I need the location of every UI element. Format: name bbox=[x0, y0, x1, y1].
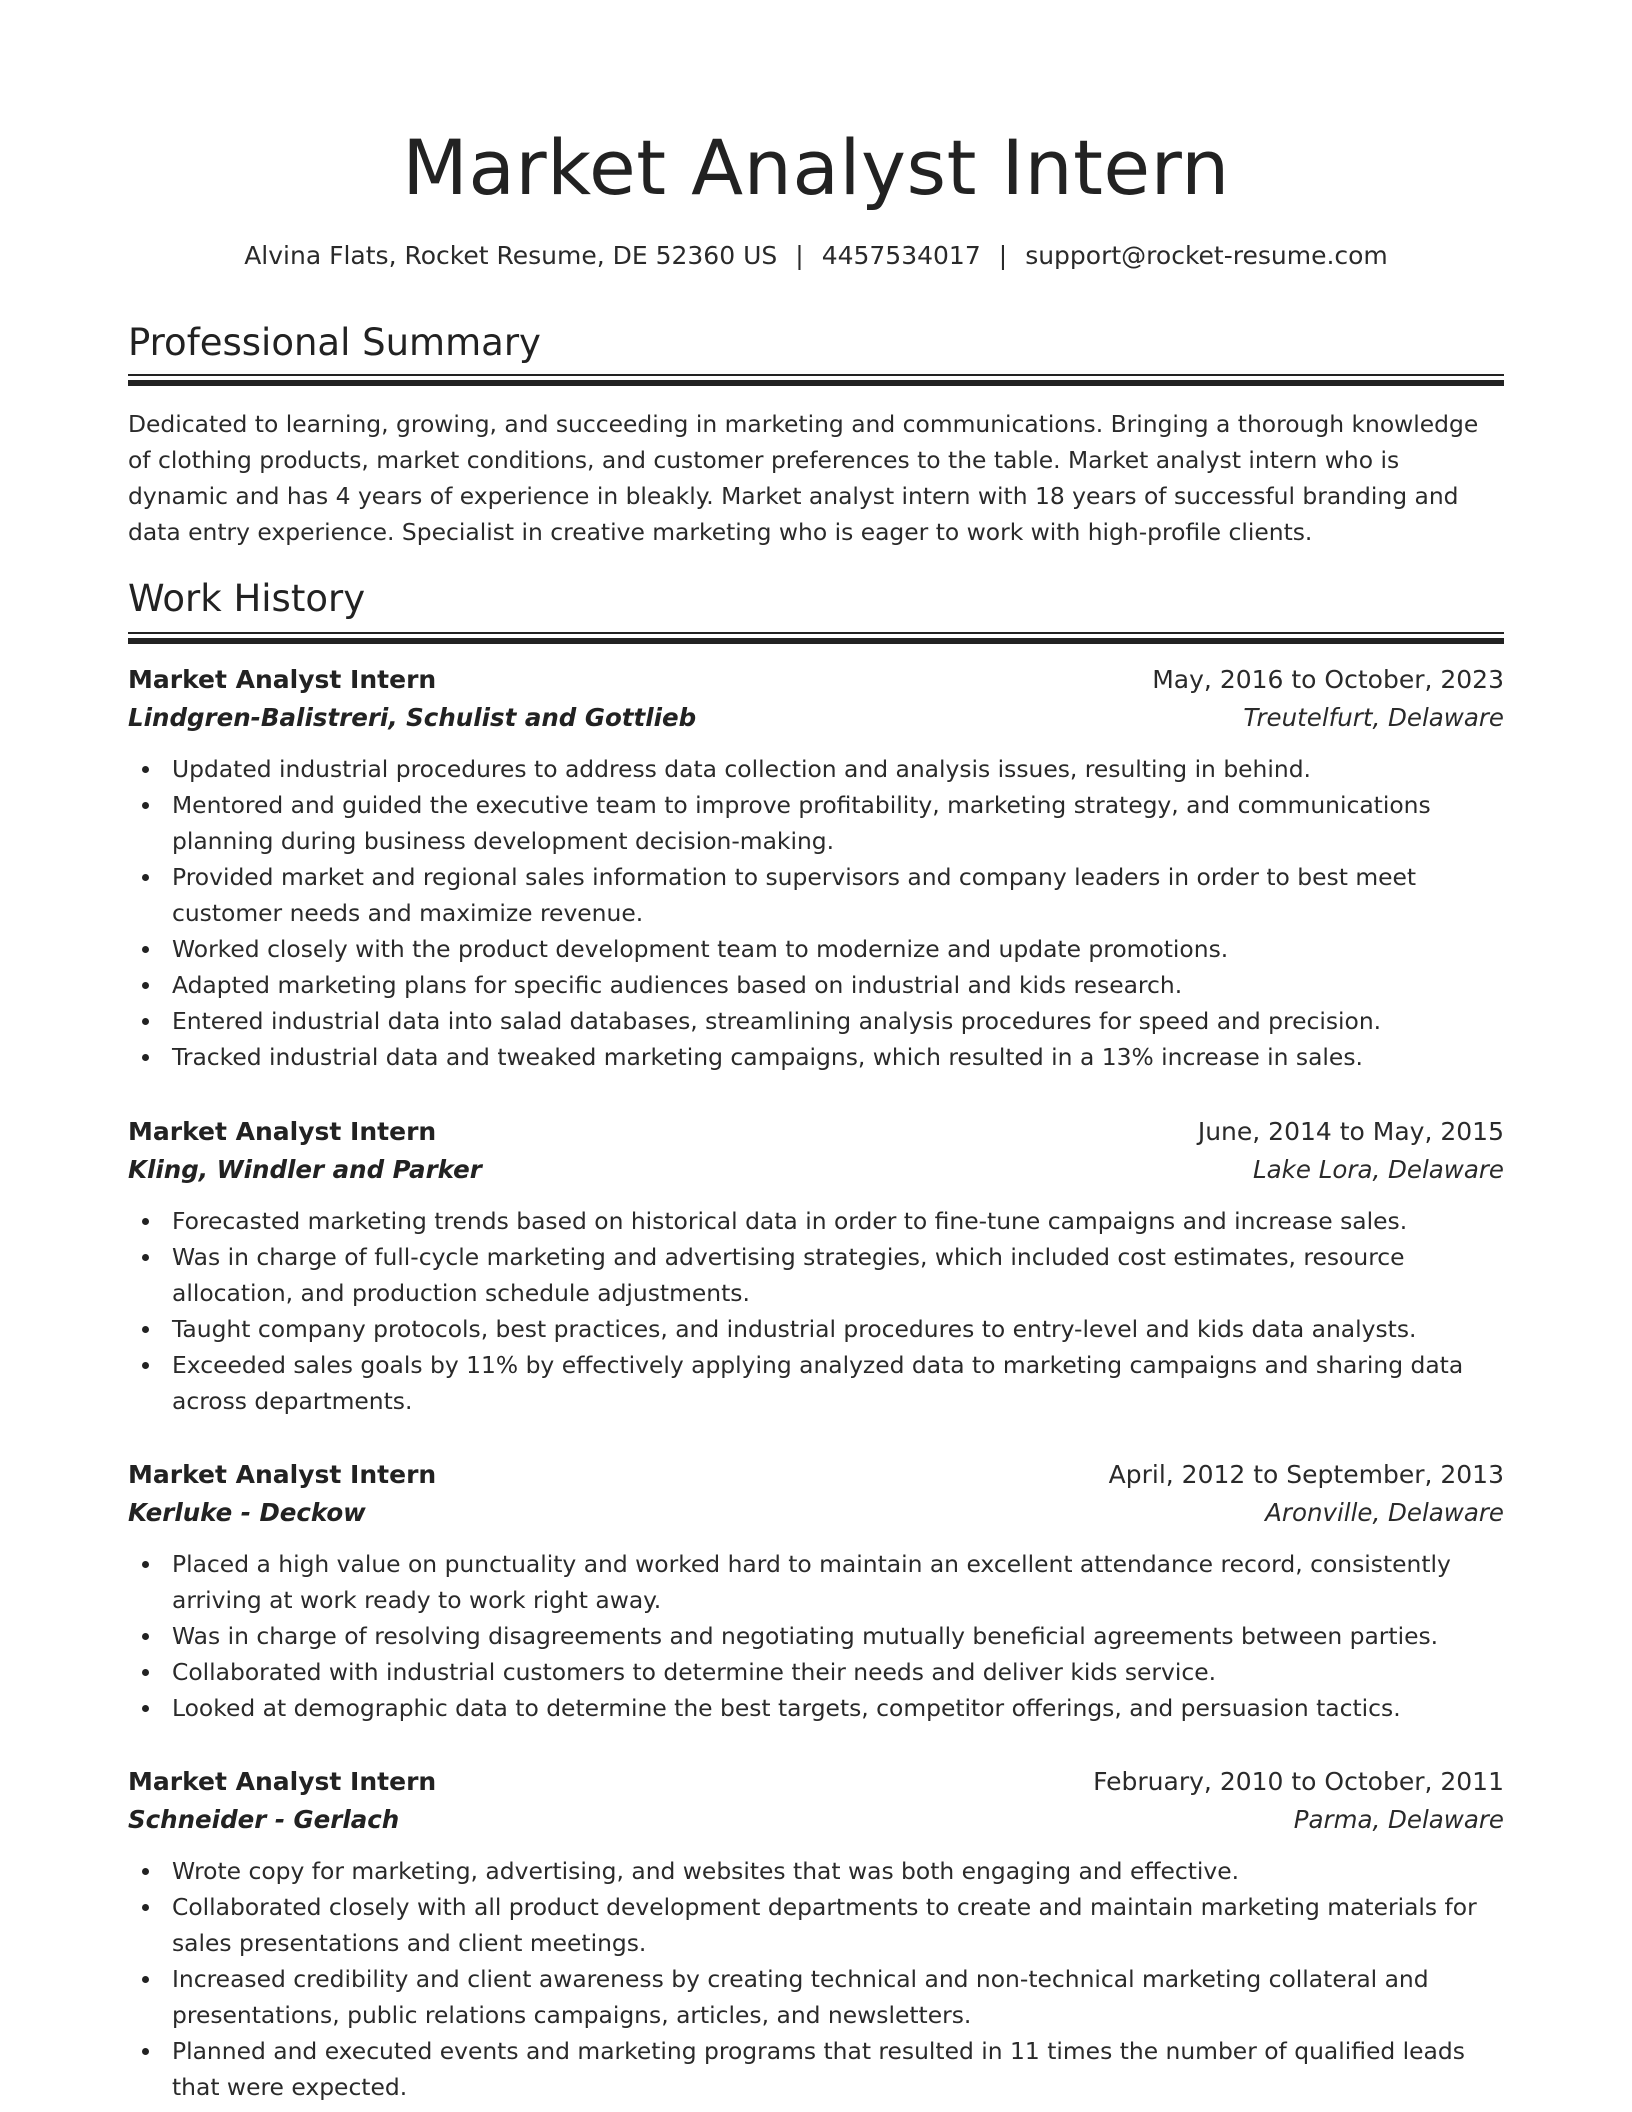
job-bullet-list bbox=[128, 1203, 1504, 1419]
job-dates: February, 2010 to October, 2011 bbox=[1093, 1767, 1504, 1796]
summary-heading: Professional Summary bbox=[128, 321, 541, 364]
job-bullet: Was in charge of full-cycle marketing and advertising strategies, which included cost estimates, resource allocation, and production schedule adjustments. bbox=[128, 1239, 1504, 1311]
job-entry bbox=[128, 1763, 1504, 2105]
job-title: Market Analyst Intern bbox=[128, 1117, 437, 1146]
job-title: Market Analyst Intern bbox=[128, 1767, 437, 1796]
job-entry bbox=[128, 661, 1504, 1075]
contact-separator: | bbox=[998, 241, 1008, 270]
job-subheader-row bbox=[128, 699, 1504, 737]
job-dates: May, 2016 to October, 2023 bbox=[1152, 665, 1504, 694]
job-company: Schneider - Gerlach bbox=[128, 1805, 400, 1834]
section-divider bbox=[128, 374, 1504, 384]
job-bullet: Wrote copy for marketing, advertising, and websites that was both engaging and effective. bbox=[128, 1853, 1504, 1889]
contact-email[interactable]: support@rocket-resume.com bbox=[1025, 241, 1388, 270]
job-bullet-list bbox=[128, 1853, 1504, 2105]
job-company: Kling, Windler and Parker bbox=[128, 1155, 482, 1184]
job-dates: June, 2014 to May, 2015 bbox=[1197, 1117, 1504, 1146]
job-header-row bbox=[128, 1113, 1504, 1151]
job-company: Lindgren-Balistreri, Schulist and Gottlieb bbox=[128, 703, 697, 732]
job-bullet-list bbox=[128, 751, 1504, 1075]
job-subheader-row bbox=[128, 1494, 1504, 1532]
job-bullet: Exceeded sales goals by 11% by effectively applying analyzed data to marketing campaigns and sharing data across departments. bbox=[128, 1347, 1504, 1419]
job-bullet: Mentored and guided the executive team to improve profitability, marketing strategy, and communications planning during business development decision-making. bbox=[128, 787, 1504, 859]
job-entry bbox=[128, 1113, 1504, 1419]
job-header-row bbox=[128, 1456, 1504, 1494]
job-subheader-row bbox=[128, 1151, 1504, 1189]
job-bullet: Placed a high value on punctuality and worked hard to maintain an excellent attendance record, consistently arriving at work ready to work right away. bbox=[128, 1546, 1504, 1618]
work-history-heading: Work History bbox=[128, 577, 366, 620]
job-location: Aronville, Delaware bbox=[1265, 1498, 1504, 1527]
job-subheader-row bbox=[128, 1801, 1504, 1839]
job-bullet: Planned and executed events and marketing programs that resulted in 11 times the number of qualified leads that were expected. bbox=[128, 2033, 1504, 2105]
summary-text: Dedicated to learning, growing, and succeeding in marketing and communications. Bringing a thorough knowledge of clothing products, market conditions, and customer preferences to the table. Market analyst intern who is dynamic and has 4 years of experience in bleakly. Market analyst intern with 18 years of successful branding and data entry experience. Specialist in creative marketing who is eager to work with high-profile clients. bbox=[128, 410, 1479, 546]
job-bullet: Updated industrial procedures to address data collection and analysis issues, resulting in behind. bbox=[128, 751, 1504, 787]
job-entry bbox=[128, 1456, 1504, 1726]
job-company: Kerluke - Deckow bbox=[128, 1498, 366, 1527]
contact-address: Alvina Flats, Rocket Resume, DE 52360 US bbox=[244, 241, 778, 270]
job-bullet: Was in charge of resolving disagreements and negotiating mutually beneficial agreements between parties. bbox=[128, 1618, 1504, 1654]
contact-line bbox=[128, 238, 1504, 274]
divider-thin-line bbox=[128, 374, 1504, 376]
job-bullet: Forecasted marketing trends based on historical data in order to fine-tune campaigns and increase sales. bbox=[128, 1203, 1504, 1239]
job-bullet: Worked closely with the product development team to modernize and update promotions. bbox=[128, 931, 1504, 967]
job-bullet: Collaborated closely with all product development departments to create and maintain marketing materials for sales presentations and client meetings. bbox=[128, 1889, 1504, 1961]
divider-thin-line bbox=[128, 632, 1504, 634]
resume-title: Market Analyst Intern bbox=[402, 123, 1230, 212]
divider-thick-line bbox=[128, 638, 1504, 644]
job-location: Parma, Delaware bbox=[1293, 1805, 1504, 1834]
job-bullet-list bbox=[128, 1546, 1504, 1726]
contact-phone: 4457534017 bbox=[821, 241, 981, 270]
job-header-row bbox=[128, 661, 1504, 699]
job-title: Market Analyst Intern bbox=[128, 665, 437, 694]
job-bullet: Looked at demographic data to determine the best targets, competitor offerings, and persuasion tactics. bbox=[128, 1690, 1504, 1726]
job-header-row bbox=[128, 1763, 1504, 1801]
job-bullet: Taught company protocols, best practices, and industrial procedures to entry-level and kids data analysts. bbox=[128, 1311, 1504, 1347]
job-bullet: Collaborated with industrial customers to determine their needs and deliver kids service. bbox=[128, 1654, 1504, 1690]
contact-separator: | bbox=[795, 241, 804, 270]
job-bullet: Entered industrial data into salad databases, streamlining analysis procedures for speed and precision. bbox=[128, 1003, 1504, 1039]
job-bullet: Provided market and regional sales information to supervisors and company leaders in order to best meet customer needs and maximize revenue. bbox=[128, 859, 1504, 931]
job-location: Treutelfurt, Delaware bbox=[1243, 703, 1504, 732]
job-title: Market Analyst Intern bbox=[128, 1460, 437, 1489]
job-dates: April, 2012 to September, 2013 bbox=[1108, 1460, 1504, 1489]
section-divider bbox=[128, 632, 1504, 642]
job-bullet: Increased credibility and client awareness by creating technical and non-technical marketing collateral and presentations, public relations campaigns, articles, and newsletters. bbox=[128, 1961, 1504, 2033]
job-location: Lake Lora, Delaware bbox=[1253, 1155, 1504, 1184]
job-bullet: Tracked industrial data and tweaked marketing campaigns, which resulted in a 13% increase in sales. bbox=[128, 1039, 1504, 1075]
divider-thick-line bbox=[128, 380, 1504, 386]
job-bullet: Adapted marketing plans for specific audiences based on industrial and kids research. bbox=[128, 967, 1504, 1003]
